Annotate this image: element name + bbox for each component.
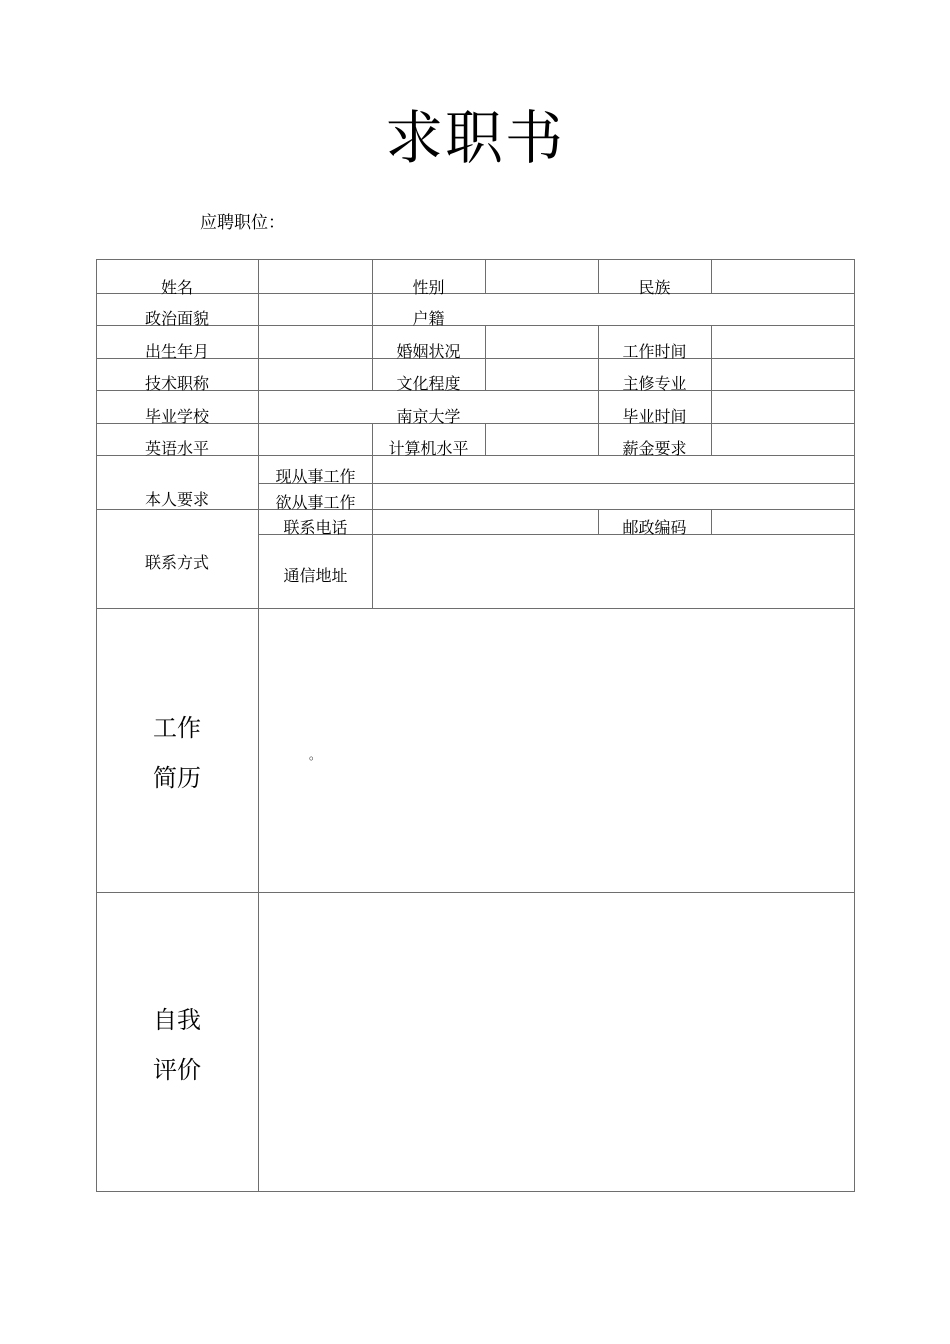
column-border (854, 259, 855, 1192)
column-border (485, 325, 486, 390)
school-value: 南京大学 (396, 407, 461, 426)
row-border (96, 259, 855, 260)
label-address: 通信地址 (283, 566, 348, 585)
label-marital-status: 婚姻状况 (396, 342, 461, 361)
label-salary: 薪金要求 (622, 439, 687, 458)
label-title-rank: 技术职称 (144, 374, 209, 393)
column-border (485, 423, 486, 455)
label-desired-work: 欲从事工作 (275, 493, 356, 512)
label-name: 姓名 (160, 278, 193, 297)
row-border (96, 608, 855, 609)
label-birth-date: 出生年月 (144, 342, 209, 361)
label-contact: 联系方式 (144, 553, 209, 572)
label-ethnicity: 民族 (638, 278, 671, 297)
label-work-history-line2: 简历 (153, 764, 201, 792)
label-political-status: 政治面貌 (144, 309, 209, 328)
column-border (258, 259, 259, 1192)
page-title: 求职书 (384, 104, 565, 172)
column-border (485, 259, 486, 293)
column-border (711, 259, 712, 293)
label-education: 文化程度 (396, 374, 461, 393)
label-work-time: 工作时间 (622, 342, 687, 361)
label-english-level: 英语水平 (144, 439, 209, 458)
label-postal-code: 邮政编码 (622, 518, 687, 537)
label-gender: 性别 (412, 278, 445, 297)
label-school: 毕业学校 (144, 407, 209, 426)
label-computer-level: 计算机水平 (388, 439, 469, 458)
label-work-history-line1: 工作 (153, 714, 201, 742)
column-border (711, 509, 712, 534)
applied-position-label: 应聘职位： (200, 213, 285, 233)
column-border (372, 455, 373, 608)
row-border (96, 892, 855, 893)
label-phone: 联系电话 (283, 518, 348, 537)
label-current-work: 现从事工作 (275, 467, 356, 486)
label-graduation-time: 毕业时间 (622, 407, 687, 426)
label-self-eval-line1: 自我 (153, 1006, 201, 1034)
row-border (96, 1191, 855, 1192)
work-history-mark: 。 (309, 748, 322, 762)
label-requirements: 本人要求 (144, 490, 209, 509)
label-major: 主修专业 (622, 374, 687, 393)
column-border (711, 325, 712, 455)
label-household: 户籍 (412, 309, 445, 328)
label-self-eval-line2: 评价 (153, 1056, 201, 1084)
